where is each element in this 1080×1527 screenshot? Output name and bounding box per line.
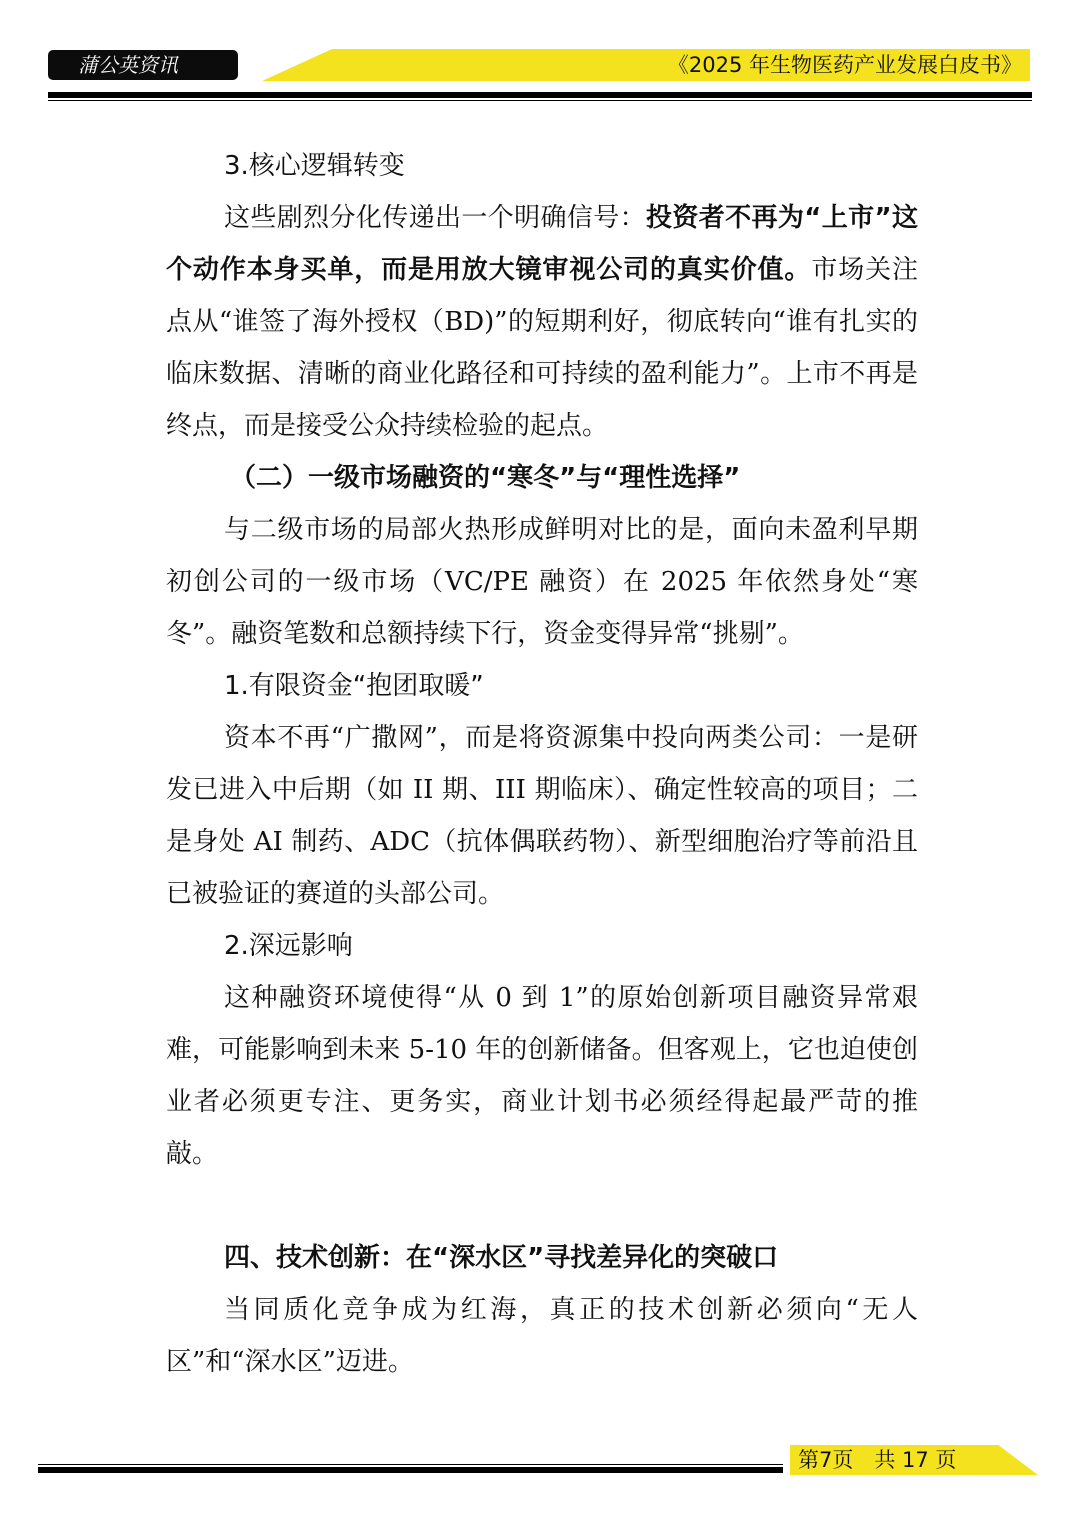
paragraph-signal-emphasis: 投资者不再为“上市”这个动作本身买单，而是用放大镜审视公司的真实价值。 [166, 203, 918, 285]
footer-rule-thin [38, 1464, 783, 1465]
heading-core-logic: 3.核心逻辑转变 [224, 151, 405, 181]
page-number: 第7页 共 17 页 [798, 1448, 957, 1472]
paragraph-capital-focus: 资本不再“广撒网”，而是将资源集中投向两类公司：一是研发已进入中后期（如 II 期、III 期临床）、确定性较高的项目；二是身处 AI 制药、ADC（抗体偶联药物）、新型细胞治疗等前沿且已被验证的赛道的头部公司。 [166, 723, 918, 909]
paragraph-signal-lead: 这些剧烈分化传递出一个明确信号： [224, 203, 647, 233]
paragraph-deep-water: 当同质化竞争成为红海，真正的技术创新必须向“无人区”和“深水区”迈进。 [166, 1295, 918, 1377]
paragraph-signal-rest: 市场关注点从“谁签了海外授权（BD)”的短期利好，彻底转向“谁有扎实的临床数据、清晰的商业化路径和可持续的盈利能力”。上市不再是终点，而是接受公众持续检验的起点。 [166, 255, 918, 441]
paragraph-signal [166, 192, 918, 452]
document-title: 《2025 年生物医药产业发展白皮书》 [667, 53, 1022, 77]
paragraph-winter: 与二级市场的局部火热形成鲜明对比的是，面向未盈利早期初创公司的一级市场（VC/PE 融资）在 2025 年依然身处“寒冬”。融资笔数和总额持续下行，资金变得异常“挑剔”。 [166, 515, 918, 649]
header-rule-thick [48, 92, 1032, 98]
footer-rule-thick [38, 1467, 783, 1473]
page-body [166, 140, 918, 1388]
heading-impact: 2.深远影响 [224, 931, 353, 961]
section-heading-primary-market: （二）一级市场融资的“寒冬”与“理性选择” [230, 463, 741, 493]
header-rule-thin [48, 100, 1032, 101]
section-heading-tech-innovation: 四、技术创新：在“深水区”寻找差异化的突破口 [224, 1243, 779, 1273]
section-spacer [166, 1180, 918, 1232]
paragraph-impact: 这种融资环境使得“从 0 到 1”的原始创新项目融资异常艰难，可能影响到未来 5-10 年的创新储备。但客观上，它也迫使创业者必须更专注、更务实，商业计划书必须经得起最严苛的推敲。 [166, 983, 918, 1169]
heading-limited-funds: 1.有限资金“抱团取暖” [224, 671, 484, 701]
brand-tag: 蒲公英资讯 [48, 50, 238, 80]
